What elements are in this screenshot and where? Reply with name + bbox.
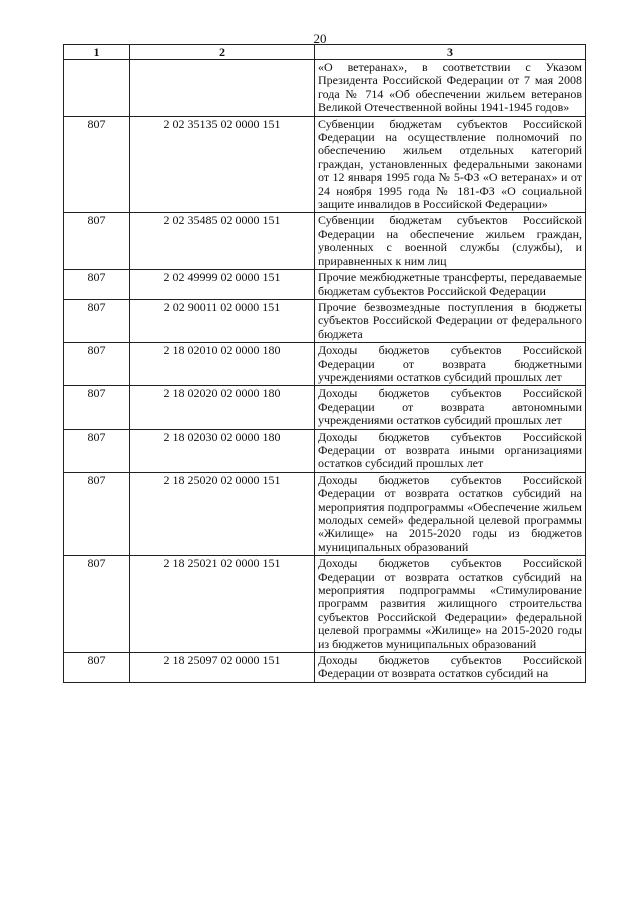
admin-code-cell: 807 [64,472,130,555]
admin-code-cell: 807 [64,653,130,683]
admin-code-cell: 807 [64,343,130,386]
description-cell: Доходы бюджетов субъектов Российской Федерации от возврата остатков субсидий на мероприятия подпрограммы «Обеспечение жильем молодых семей» федеральной целевой программы «Жилище» на 2015-2020 годы из бюджетов муниципальных образований [315,472,586,555]
table-row [64,60,586,117]
budget-code-cell: 2 02 35485 02 0000 151 [130,213,315,270]
description-cell: Доходы бюджетов субъектов Российской Федерации от возврата остатков субсидий на [315,653,586,683]
table-row [64,299,586,342]
column-header-2: 2 [130,45,315,60]
budget-code-cell: 2 18 02010 02 0000 180 [130,343,315,386]
budget-code-cell: 2 02 49999 02 0000 151 [130,270,315,300]
description-cell: Доходы бюджетов субъектов Российской Федерации от возврата бюджетными учреждениями остатков субсидий прошлых лет [315,343,586,386]
description-cell: Субвенции бюджетам субъектов Российской Федерации на обеспечение жильем граждан, уволенных с военной службы (службы), и приравненных к ним лиц [315,213,586,270]
column-header-1: 1 [64,45,130,60]
budget-code-cell: 2 18 02020 02 0000 180 [130,386,315,429]
table-row [64,116,586,213]
budget-code-cell [130,60,315,117]
description-cell: Доходы бюджетов субъектов Российской Федерации от возврата остатков субсидий на мероприятия подпрограммы «Стимулирование программ развития жилищного строительства субъектов Российской Федерации» федеральной целевой программы «Жилище» на 2015-2020 годы из бюджетов муниципальных образований [315,556,586,653]
revenue-codes-table [63,44,586,683]
table-row [64,343,586,386]
table-row [64,429,586,472]
description-cell: Субвенции бюджетам субъектов Российской Федерации на осуществление полномочий по обеспечению жильем отдельных категорий граждан, установленных федеральными законами от 12 января 1995 года № 5-ФЗ «О ветеранах» и от 24 ноября 1995 года № 181-ФЗ «О социальной защите инвалидов в Российской Федерации» [315,116,586,213]
description-cell: Прочие безвозмездные поступления в бюджеты субъектов Российской Федерации от федерального бюджета [315,299,586,342]
column-header-3: 3 [315,45,586,60]
admin-code-cell: 807 [64,270,130,300]
table-row [64,472,586,555]
budget-code-cell: 2 02 35135 02 0000 151 [130,116,315,213]
admin-code-cell [64,60,130,117]
admin-code-cell: 807 [64,213,130,270]
table-row [64,556,586,653]
page-number: 20 [313,31,327,46]
budget-code-cell: 2 18 25020 02 0000 151 [130,472,315,555]
description-cell: Доходы бюджетов субъектов Российской Федерации от возврата иными организациями остатков субсидий прошлых лет [315,429,586,472]
table-header-row [64,45,586,60]
budget-code-cell: 2 18 25097 02 0000 151 [130,653,315,683]
table-row [64,386,586,429]
description-cell: Прочие межбюджетные трансферты, передаваемые бюджетам субъектов Российской Федерации [315,270,586,300]
table-row [64,270,586,300]
budget-code-cell: 2 18 25021 02 0000 151 [130,556,315,653]
admin-code-cell: 807 [64,386,130,429]
budget-code-cell: 2 18 02030 02 0000 180 [130,429,315,472]
admin-code-cell: 807 [64,429,130,472]
description-cell: «О ветеранах», в соответствии с Указом Президента Российской Федерации от 7 мая 2008 года № 714 «Об обеспечении жильем ветеранов Великой Отечественной войны 1941-1945 годов» [315,60,586,117]
admin-code-cell: 807 [64,299,130,342]
admin-code-cell: 807 [64,556,130,653]
admin-code-cell: 807 [64,116,130,213]
description-cell: Доходы бюджетов субъектов Российской Федерации от возврата автономными учреждениями остатков субсидий прошлых лет [315,386,586,429]
table-row [64,213,586,270]
budget-code-cell: 2 02 90011 02 0000 151 [130,299,315,342]
table-row [64,653,586,683]
